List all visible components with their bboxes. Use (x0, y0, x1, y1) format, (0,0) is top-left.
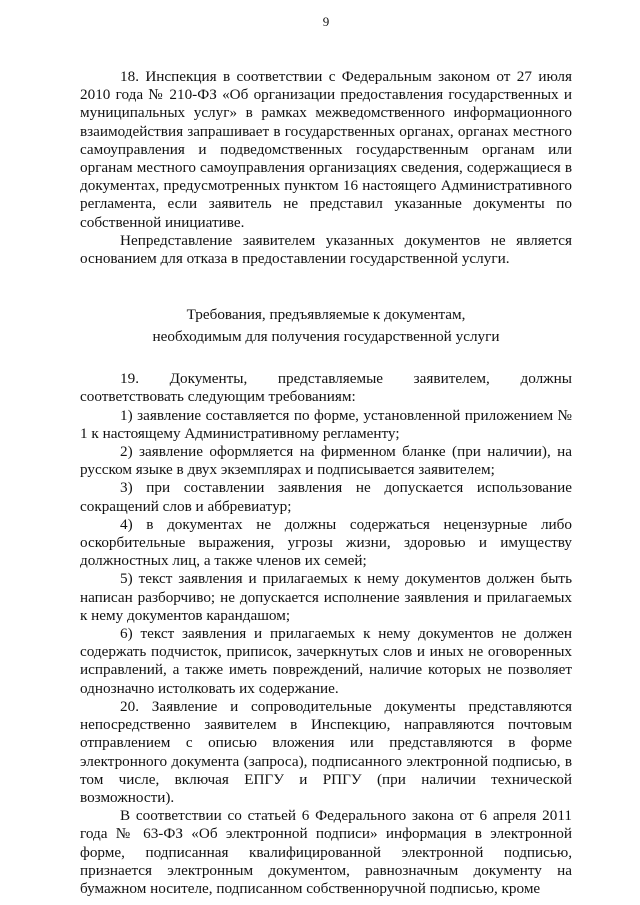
paragraph-electronic-signature: В соответствии со статьей 6 Федерального закона от 6 апреля 2011 года № 63-ФЗ «Об электронной подписи» информация в электронной форме, подписанная квалифицированной электронной подписью, признается электронным документом, равнозначным документу на бумажном носителе, подписанном собственноручной подписью, кроме (80, 807, 572, 897)
paragraph-18: 18. Инспекция в соответствии с Федеральным законом от 27 июля 2010 года № 210-ФЗ «Об организации предоставления государственных и муниципальных услуг» в рамках межведомственного информационного взаимодействия запрашивает в государственных органах, органах местного самоуправления и подведомственных государственным органам или органам местного самоуправления организациях сведения, содержащиеся в документах, предусмотренных пунктом 16 настоящего Административного регламента, если заявитель не представил указанные документы по собственной инициативе. (80, 68, 572, 231)
section-heading (80, 304, 572, 348)
list-item-3: 3) при составлении заявления не допускается использование сокращений слов и аббревиатур; (80, 479, 572, 515)
paragraph-20: 20. Заявление и сопроводительные документы представляются непосредственно заявителем в Инспекцию, направляются почтовым отправлением с описью вложения или представляются в форме электронного документа (запроса), подписанного электронной подписью, в том числе, включая ЕПГУ и РПГУ (при наличии технической возможности). (80, 697, 572, 806)
page-number: 9 (322, 14, 330, 29)
paragraph-nonsubmission: Непредставление заявителем указанных документов не является основанием для отказа в предоставлении государственной услуги. (80, 231, 572, 268)
list-item-5: 5) текст заявления и прилагаемых к нему документов должен быть написан разборчиво; не допускается исполнение заявления и прилагаемых к нему документов карандашом; (80, 570, 572, 624)
list-item-1: 1) заявление составляется по форме, установленной приложением № 1 к настоящему Административному регламенту; (80, 406, 572, 442)
list-item-4: 4) в документах не должны содержаться нецензурные либо оскорбительные выражения, угрозы жизни, здоровью и имуществу должностных лиц, а также членов их семей; (80, 515, 572, 570)
section-heading-line-2: необходимым для получения государственной услуги (152, 328, 500, 346)
list-item-6: 6) текст заявления и прилагаемых к нему документов не должен содержать подчисток, приписок, зачеркнутых слов и иных не оговоренных исправлений, а также иметь повреждений, наличие которых не позволяет однозначно истолковать их содержание. (80, 625, 572, 697)
list-item-2: 2) заявление оформляется на фирменном бланке (при наличии), на русском языке в двух экземплярах и подписывается заявителем; (80, 443, 572, 479)
section-heading-line-1: Требования, предъявляемые к документам, (186, 306, 466, 324)
paragraph-19: 19. Документы, представляемые заявителем, должны соответствовать следующим требованиям: (80, 370, 572, 406)
